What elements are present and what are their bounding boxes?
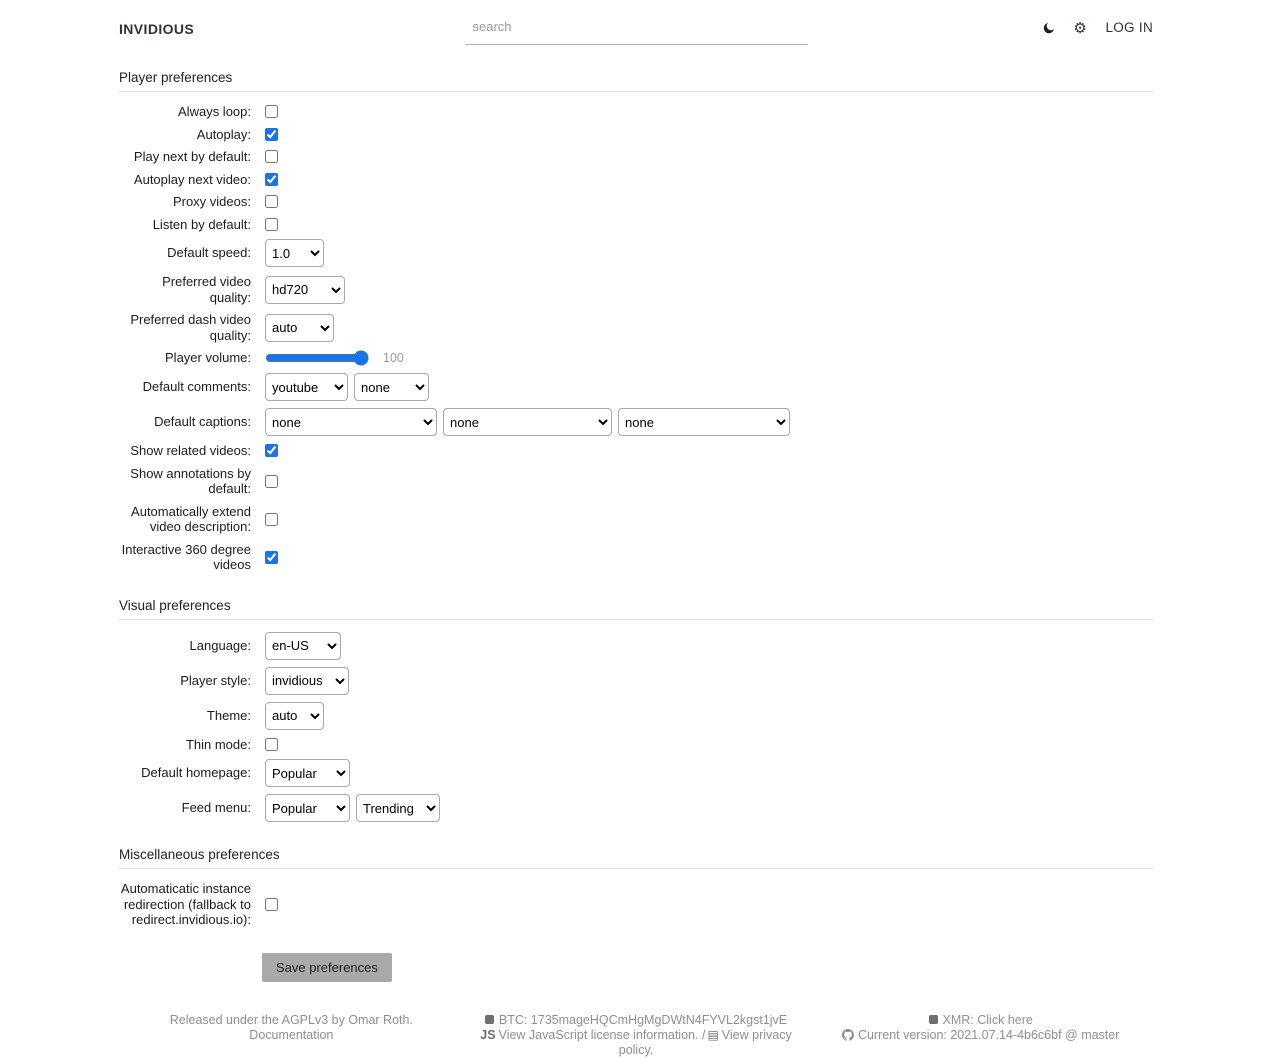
pref-row-listen-default <box>119 217 1153 233</box>
theme-select[interactable] <box>265 702 324 730</box>
default-comments-label: Default comments: <box>142 379 251 395</box>
js-icon: JS <box>480 1027 496 1042</box>
always-loop-checkbox[interactable] <box>265 105 278 118</box>
pref-row-annotations <box>119 466 1153 497</box>
javascript-license-link[interactable]: View JavaScript license information. <box>498 1027 699 1042</box>
section-divider <box>119 91 1153 92</box>
default-comments-select-1[interactable] <box>265 373 348 401</box>
pref-row-proxy-videos <box>119 194 1153 210</box>
section-divider <box>119 619 1153 620</box>
pref-row-default-captions <box>119 408 1153 436</box>
instance-redirection-label: Automaticatic instance redirection (fallback to redirect.invidious.io): <box>120 881 251 927</box>
footer-right-column <box>808 1013 1153 1058</box>
default-captions-select-3[interactable] <box>618 408 790 436</box>
default-homepage-select[interactable] <box>265 759 350 787</box>
language-select[interactable] <box>265 632 341 660</box>
always-loop-label: Always loop: <box>178 104 251 119</box>
btc-icon <box>485 1015 494 1024</box>
pref-row-autoplay <box>119 127 1153 143</box>
github-icon <box>842 1028 858 1042</box>
footer-left-column <box>119 1013 464 1058</box>
play-next-checkbox[interactable] <box>265 150 278 163</box>
top-bar <box>119 0 1153 45</box>
visual-preferences-title: Visual preferences <box>119 597 231 613</box>
instance-redirection-checkbox[interactable] <box>265 898 278 911</box>
annotations-label: Show annotations by default: <box>130 465 251 496</box>
miscellaneous-preferences-title: Miscellaneous preferences <box>119 847 280 862</box>
related-videos-checkbox[interactable] <box>265 444 278 457</box>
invidious-logo[interactable]: INVIDIOUS <box>119 21 195 37</box>
360-videos-label: Interactive 360 degree videos <box>121 541 251 572</box>
player-style-label: Player style: <box>180 672 251 688</box>
default-comments-select-2[interactable] <box>354 373 429 401</box>
pref-row-player-volume <box>119 350 1153 366</box>
thin-mode-label: Thin mode: <box>185 736 251 752</box>
section-divider <box>119 868 1153 869</box>
pref-row-video-quality <box>119 274 1153 305</box>
current-version-link[interactable]: Current version: 2021.07.14-4b6c6bf @ master <box>857 1027 1120 1042</box>
topbar-center <box>464 14 809 45</box>
xmr-icon <box>929 1015 938 1024</box>
theme-label: Theme: <box>206 707 251 723</box>
annotations-checkbox[interactable] <box>265 475 278 488</box>
related-videos-label: Show related videos: <box>130 443 251 458</box>
listen-default-checkbox[interactable] <box>265 218 278 231</box>
pref-row-instance-redirection <box>119 881 1153 928</box>
listen-default-label: Listen by default: <box>152 216 251 232</box>
documentation-link[interactable]: Documentation <box>249 1027 334 1042</box>
save-preferences-button[interactable]: Save preferences <box>262 953 392 982</box>
pref-row-always-loop <box>119 104 1153 120</box>
autoplay-checkbox[interactable] <box>265 128 278 141</box>
footer-separator: / <box>701 1027 706 1042</box>
license-text: Released under the AGPLv3 by Omar Roth. <box>169 1012 413 1027</box>
extend-description-label: Automatically extend video description: <box>131 503 251 534</box>
autoplay-label: Autoplay: <box>196 126 251 142</box>
gear-icon[interactable]: ⚙ <box>1073 20 1087 38</box>
pref-row-default-comments <box>119 373 1153 401</box>
btc-address: BTC: 1735mageHQCmHgMgDWtN4FYVL2kgst1jvE <box>498 1012 788 1027</box>
autoplay-next-checkbox[interactable] <box>265 173 278 186</box>
default-captions-select-1[interactable] <box>265 408 437 436</box>
pref-row-default-speed <box>119 239 1153 267</box>
pref-row-feed-menu <box>119 794 1153 822</box>
dash-quality-label: Preferred dash video quality: <box>130 312 251 343</box>
proxy-videos-checkbox[interactable] <box>265 195 278 208</box>
pref-row-player-style <box>119 667 1153 695</box>
topbar-right <box>808 14 1153 37</box>
miscellaneous-preferences-section <box>119 847 1153 982</box>
pref-row-dash-quality <box>119 312 1153 343</box>
page-footer <box>0 1013 1272 1058</box>
default-captions-label: Default captions: <box>154 414 251 430</box>
player-volume-slider[interactable] <box>265 350 369 366</box>
privacy-policy-icon: ▤ <box>707 1027 719 1042</box>
360-videos-checkbox[interactable] <box>265 551 278 564</box>
search-input[interactable] <box>465 14 808 45</box>
proxy-videos-label: Proxy videos: <box>172 194 251 209</box>
pref-row-thin-mode <box>119 737 1153 753</box>
player-volume-label: Player volume: <box>165 350 251 366</box>
pref-row-language <box>119 632 1153 660</box>
extend-description-checkbox[interactable] <box>265 513 278 526</box>
feed-menu-select-1[interactable] <box>265 794 350 822</box>
pref-row-play-next <box>119 149 1153 165</box>
pref-row-extend-description <box>119 504 1153 535</box>
pref-row-related-videos <box>119 443 1153 459</box>
xmr-link[interactable]: XMR: Click here <box>942 1012 1033 1027</box>
video-quality-label: Preferred video quality: <box>162 274 251 305</box>
default-speed-select[interactable] <box>265 239 324 267</box>
pref-row-360-videos <box>119 542 1153 573</box>
player-preferences-title: Player preferences <box>119 70 233 85</box>
play-next-label: Play next by default: <box>133 149 251 164</box>
visual-preferences-section <box>119 598 1153 823</box>
topbar-left <box>119 14 464 37</box>
preferences-form <box>119 70 1153 982</box>
player-style-select[interactable] <box>265 667 349 695</box>
privacy-policy-link[interactable]: View privacy policy. <box>618 1027 792 1057</box>
player-volume-value: 100 <box>383 351 404 365</box>
default-captions-select-2[interactable] <box>443 408 612 436</box>
footer-middle-column <box>464 1013 809 1058</box>
video-quality-select[interactable] <box>265 276 345 304</box>
pref-row-theme <box>119 702 1153 730</box>
login-link[interactable]: LOG IN <box>1105 20 1154 35</box>
pref-row-autoplay-next <box>119 172 1153 188</box>
feed-menu-select-2[interactable] <box>356 794 440 822</box>
feed-menu-label: Feed menu: <box>181 800 251 816</box>
player-preferences-section <box>119 70 1153 573</box>
language-label: Language: <box>189 637 251 653</box>
default-speed-label: Default speed: <box>167 245 251 261</box>
thin-mode-checkbox[interactable] <box>265 738 278 751</box>
pref-row-default-homepage <box>119 759 1153 787</box>
default-homepage-label: Default homepage: <box>141 765 251 781</box>
dash-quality-select[interactable] <box>265 314 334 342</box>
moon-icon[interactable] <box>1043 21 1056 37</box>
autoplay-next-label: Autoplay next video: <box>133 171 251 187</box>
